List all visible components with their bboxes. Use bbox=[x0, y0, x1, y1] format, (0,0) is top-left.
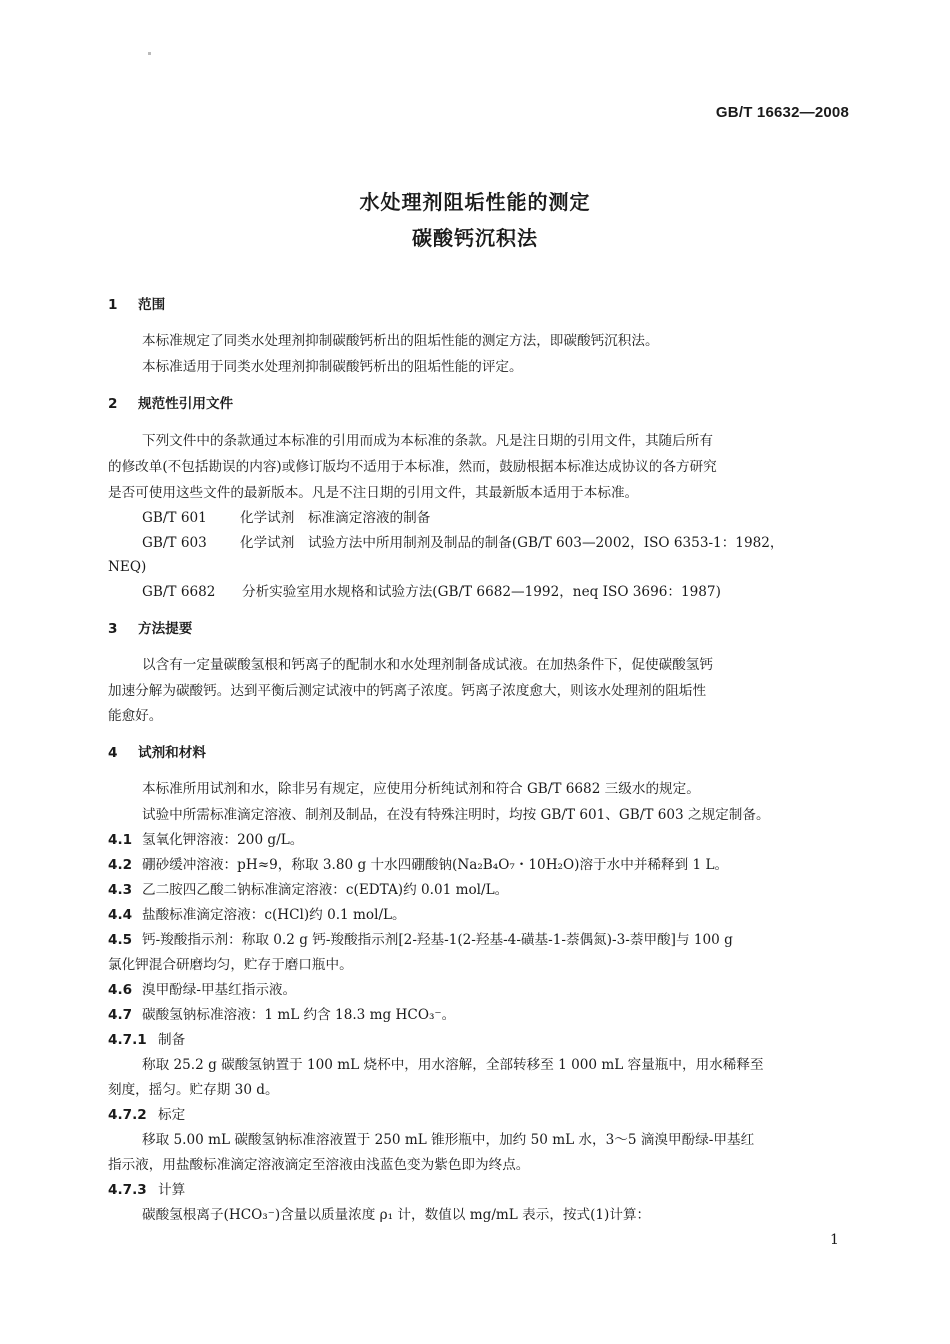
clause-text: 盐酸标准滴定溶液：c(HCl)约 0.1 mol/L。 bbox=[142, 907, 406, 923]
clause-title: 制备 bbox=[158, 1032, 186, 1048]
clause-number: 4.7.2 bbox=[108, 1107, 147, 1123]
clause-text: 钙-羧酸指示剂：称取 0.2 g 钙-羧酸指示剂[2-羟基-1(2-羟基-4-磺基-1-萘偶氮)-3-萘甲酸]与 100 g bbox=[142, 932, 733, 948]
section-1-heading bbox=[108, 296, 850, 314]
clause-4-2 bbox=[108, 856, 850, 874]
paragraph-line: 是否可使用这些文件的最新版本。凡是不注日期的引用文件，其最新版本适用于本标准。 bbox=[108, 485, 639, 501]
section-title: 范围 bbox=[138, 297, 166, 313]
paragraph-line: 以含有一定量碳酸氢根和钙离子的配制水和水处理剂制备成试液。在加热条件下，促使碳酸氢钙 bbox=[142, 657, 713, 673]
paragraph-line: 碳酸氢根离子(HCO₃⁻)含量以质量浓度 ρ₁ 计，数值以 mg/mL 表示，按式(1)计算： bbox=[142, 1207, 651, 1223]
reference-title: 分析实验室用水规格和试验方法(GB/T 6682—1992，neq ISO 3696：1987) bbox=[242, 584, 721, 600]
clause-number: 4.7.1 bbox=[108, 1032, 147, 1048]
page-number: 1 bbox=[830, 1232, 839, 1248]
clause-4-6 bbox=[108, 981, 850, 999]
reference-code: GB/T 6682 bbox=[142, 584, 216, 600]
clause-number: 4.4 bbox=[108, 907, 133, 923]
section-number: 3 bbox=[108, 621, 118, 637]
section-title: 方法提要 bbox=[138, 621, 193, 637]
paragraph: 本标准适用于同类水处理剂抑制碳酸钙析出的阻垢性能的评定。 bbox=[142, 359, 523, 375]
paragraph-line: 加速分解为碳酸钙。达到平衡后测定试液中的钙离子浓度。钙离子浓度愈大，则该水处理剂的阻垢性 bbox=[108, 683, 707, 699]
paragraph-line: 下列文件中的条款通过本标准的引用而成为本标准的条款。凡是注日期的引用文件，其随后所有 bbox=[142, 433, 713, 449]
section-number: 4 bbox=[108, 745, 118, 761]
paragraph: 本标准所用试剂和水，除非另有规定，应使用分析纯试剂和符合 GB/T 6682 三级水的规定。 bbox=[142, 781, 700, 797]
paragraph-line: 的修改单(不包括勘误的内容)或修订版均不适用于本标准，然而，鼓励根据本标准达成协议的各方研究 bbox=[108, 459, 717, 475]
section-4-heading bbox=[108, 744, 850, 762]
reference-entry bbox=[142, 534, 850, 552]
document-title: 水处理剂阻垢性能的测定 bbox=[359, 190, 591, 214]
clause-number: 4.6 bbox=[108, 982, 133, 998]
clause-number: 4.5 bbox=[108, 932, 133, 948]
paragraph-line: 刻度，摇匀。贮存期 30 d。 bbox=[108, 1082, 279, 1098]
paragraph-line: 移取 5.00 mL 碳酸氢钠标准溶液置于 250 mL 锥形瓶中，加约 50 mL 水，3～5 滴溴甲酚绿-甲基红 bbox=[142, 1132, 755, 1148]
clause-4-7 bbox=[108, 1006, 850, 1024]
clause-text: 硼砂缓冲溶液：pH≈9，称取 3.80 g 十水四硼酸钠(Na₂B₄O₇・10H₂O)溶于水中并稀释到 1 L。 bbox=[142, 857, 729, 873]
clause-continuation: 氯化钾混合研磨均匀，贮存于磨口瓶中。 bbox=[108, 957, 353, 973]
paragraph-line: 指示液，用盐酸标准滴定溶液滴定至溶液由浅蓝色变为紫色即为终点。 bbox=[108, 1157, 530, 1173]
clause-4-7-1 bbox=[108, 1031, 850, 1049]
clause-4-1 bbox=[108, 831, 850, 849]
clause-text: 碳酸氢钠标准溶液：1 mL 约含 18.3 mg HCO₃⁻。 bbox=[142, 1007, 456, 1023]
paragraph: 本标准规定了同类水处理剂抑制碳酸钙析出的阻垢性能的测定方法，即碳酸钙沉积法。 bbox=[142, 333, 659, 349]
clause-4-3 bbox=[108, 881, 850, 899]
clause-title: 标定 bbox=[158, 1107, 186, 1123]
paragraph-line: 能愈好。 bbox=[108, 708, 163, 724]
clause-number: 4.7.3 bbox=[108, 1182, 147, 1198]
clause-number: 4.1 bbox=[108, 832, 133, 848]
clause-4-4 bbox=[108, 906, 850, 924]
clause-4-7-3 bbox=[108, 1181, 850, 1199]
section-number: 2 bbox=[108, 396, 118, 412]
section-title: 试剂和材料 bbox=[138, 745, 206, 761]
clause-number: 4.2 bbox=[108, 857, 133, 873]
clause-4-7-2 bbox=[108, 1106, 850, 1124]
standard-number: GB/T 16632—2008 bbox=[715, 104, 849, 121]
clause-text: 溴甲酚绿-甲基红指示液。 bbox=[142, 982, 297, 998]
document-subtitle: 碳酸钙沉积法 bbox=[412, 226, 538, 250]
section-3-heading bbox=[108, 620, 850, 638]
section-number: 1 bbox=[108, 297, 118, 313]
clause-number: 4.7 bbox=[108, 1007, 133, 1023]
reference-code: GB/T 601 bbox=[142, 510, 207, 526]
reference-continuation: NEQ) bbox=[108, 559, 147, 575]
paragraph-line: 称取 25.2 g 碳酸氢钠置于 100 mL 烧杯中，用水溶解，全部转移至 1 000 mL 容量瓶中，用水稀释至 bbox=[142, 1057, 764, 1073]
reference-title: 化学试剂 标准滴定溶液的制备 bbox=[240, 510, 431, 526]
reference-entry bbox=[142, 583, 850, 601]
clause-text: 乙二胺四乙酸二钠标准滴定溶液：c(EDTA)约 0.01 mol/L。 bbox=[142, 882, 509, 898]
section-title: 规范性引用文件 bbox=[138, 396, 234, 412]
clause-number: 4.3 bbox=[108, 882, 133, 898]
clause-4-5 bbox=[108, 931, 850, 949]
clause-text: 氢氧化钾溶液：200 g/L。 bbox=[142, 832, 304, 848]
clause-title: 计算 bbox=[158, 1182, 186, 1198]
scan-speck bbox=[148, 52, 151, 55]
reference-title: 化学试剂 试验方法中所用制剂及制品的制备(GB/T 603—2002，ISO 6353-1：1982， bbox=[240, 535, 784, 551]
reference-code: GB/T 603 bbox=[142, 535, 207, 551]
paragraph: 试验中所需标准滴定溶液、制剂及制品，在没有特殊注明时，均按 GB/T 601、GB/T 603 之规定制备。 bbox=[142, 807, 770, 823]
section-2-heading bbox=[108, 395, 850, 413]
reference-entry bbox=[142, 509, 850, 527]
